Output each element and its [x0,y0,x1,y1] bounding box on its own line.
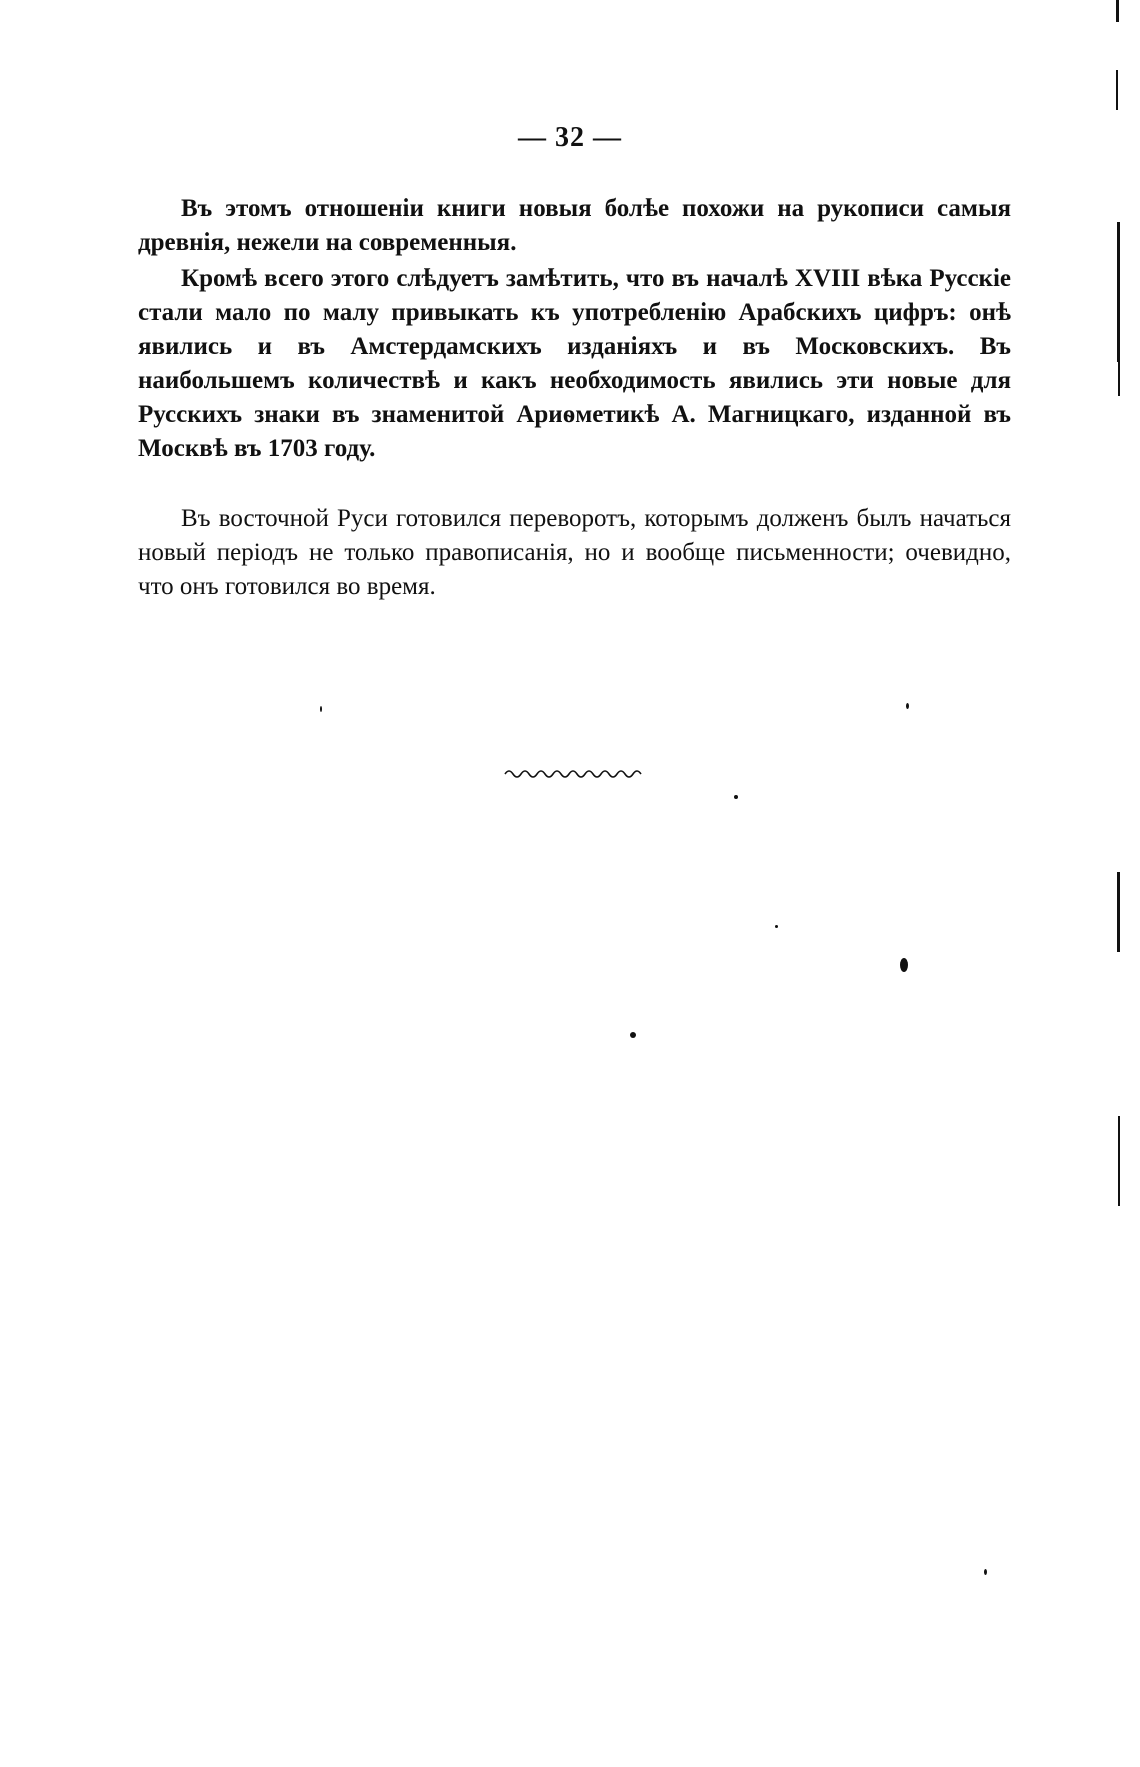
wavy-line-ornament-icon [503,766,643,780]
paragraph: Кромѣ всего этого слѣдуетъ замѣтить, что въ началѣ XVIII вѣка Русскіе стали мало по малу привыкать къ употребленію Арабскихъ цифръ: онѣ явились и въ Амстердамскихъ изданіяхъ и въ Московскихъ. Въ наибольшемъ количествѣ и какъ необходимость явились эти новые для Русскихъ знаки въ знаменитой Ариѳметикѣ А. Магницкаго, изданной въ Москвѣ въ 1703 году. [138,265,1011,462]
scan-edge-mark [1116,0,1119,22]
text-block-second [138,502,1011,604]
scan-speck [900,958,908,972]
scan-speck [630,1032,636,1038]
scan-edge-mark [1118,336,1120,396]
text-block-first [138,192,1011,466]
paragraph: Въ этомъ отношеніи книги новыя болѣе похожи на рукописи самыя древнія, нежели на современныя. [138,195,1011,256]
scan-speck [734,795,738,799]
paragraph: Въ восточной Руси готовился переворотъ, которымъ долженъ былъ начаться новый періодъ не только правописанія, но и вообще письменности; очевидно, что онъ готовился во время. [138,505,1011,600]
scan-edge-mark [1117,872,1120,952]
scan-speck [775,925,778,928]
scan-edge-mark [1116,70,1118,110]
scan-edge-mark [1118,1116,1120,1206]
page-number: — 32 — [518,122,622,153]
scan-speck [320,706,322,712]
scan-speck [906,703,909,709]
scan-speck [984,1569,987,1575]
